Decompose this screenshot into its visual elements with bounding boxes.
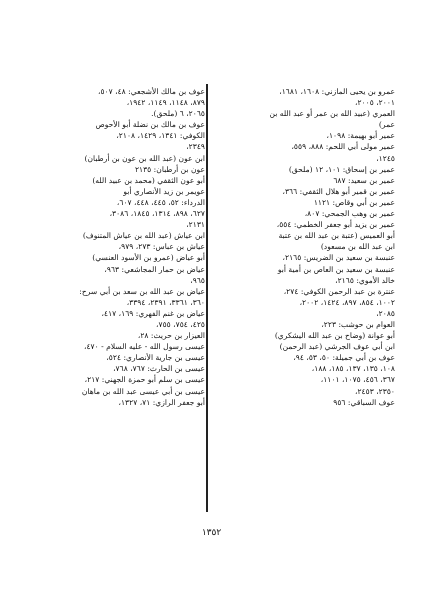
index-entry-line: عوف بن مالك الأشجعي: ٤٨، ٥٠٧،	[98, 87, 205, 96]
index-entry-line: عياض بن عبد الله بن سعد بن أبي سرح:	[79, 286, 205, 296]
index-entry-line: عنبسة بن سعيد بن العاص بن أمية أبو	[277, 264, 395, 274]
index-entry-line: عويمر بن زيد الأنصاري أبو	[123, 186, 205, 196]
index-entry-line: ٩٦٥،	[190, 275, 205, 285]
index-entry-line: عون بن أرطبان: ٢١٣٥	[134, 164, 205, 174]
index-entry-line: عيسى بن أبي عيسى عبد الله بن ماهان	[81, 386, 205, 396]
index-entry-line: ٢٣٤٩،	[186, 142, 205, 152]
page-number: ١٣٥٢	[201, 528, 222, 538]
index-entry-line: ١٠٨، ١٣٥، ١٣٧، ١٨٥، ١٨٨،	[311, 364, 395, 374]
index-entry-line: ٦٢٧، ٨٩٨، ١٣١٤، ١٨٤٥، ٣٠٨٦،	[109, 209, 205, 219]
index-entry-line: عمير أبو بهيمة: ١٠٩٨،	[326, 131, 395, 141]
index-entry-line: ٨٧٩، ١١٤٨، ١١٤٩، ١٩٤٢،	[126, 98, 205, 108]
index-entry-line: خالد الأموي: ٢١٦٥،	[335, 275, 395, 285]
index-entry-line: عنترة بن عبد الرحمن الكوفي: ٢٧٤،	[283, 286, 395, 296]
index-entry-line: عمير بن إسحاق: ١٠١، ١٢ (ملحق)	[288, 164, 395, 174]
index-entry-line: أبو عون الثقفي (محمد بن عبيد الله)	[92, 175, 205, 185]
index-entry-line: ٢٠٦٥، ٦ (ملحق).	[151, 109, 205, 119]
index-entry-line: عمير بن قمير أبو هلال الثقفي: ٣٦٦،	[282, 186, 395, 196]
index-entry-line: عمير بن وهب الجمحي: ٨٠٧،	[304, 209, 395, 219]
index-entry-line: ٢٠٠١، ٢٠٠٥،	[355, 98, 395, 108]
index-entry-line: عيسى بن جارية الأنصاري: ٥٢٤،	[106, 353, 205, 363]
index-column-right	[223, 86, 395, 408]
index-column-left	[33, 86, 205, 408]
index-entry-line: عمرو بن يحيى المازني: ١٦٠٨، ١٦٨١،	[279, 87, 395, 96]
index-entry-line: ٢١٣١،	[186, 220, 205, 230]
index-entry-line: ١٠٠٢، ٨٥٤، ٨٩٧، ١٤٢٤، ٢٠٠٢،	[299, 297, 395, 307]
index-entry-line: ٣٦٧، ٤٥٦، ١٠٧٥، ١١٠١،	[320, 375, 395, 385]
index-entry-line: عوف السباقي: ٩٥٦	[333, 397, 395, 407]
index-entry-line: الكوفي: ١٣٤١، ١٤٢٩، ٢١٠٨،	[116, 131, 205, 141]
column-divider	[206, 84, 208, 512]
index-entry-line: العوام بن حوشب: ٢٢٣،	[321, 319, 395, 329]
index-entry-line: ٢٣٥٠، ٢٤٥٣،	[355, 386, 395, 396]
index-entry-line: ٣٦٠، ٣٣٦١، ٢٣٩١، ٣٣٩٤،	[126, 297, 205, 307]
index-entry-line: أبو جعفر الرازي: ٧١، ١٣٢٧،	[118, 397, 205, 407]
index-entry-line: عيسى بن سلم أبو حمزة الجهني: ٢١٧،	[84, 375, 205, 385]
index-entry-line: ٢٠٨٥،	[376, 308, 395, 318]
index-entry-line: ابن عبد الله بن مسعود)	[320, 242, 395, 252]
index-entry-line: أبو العميس (عتبة بن عبد الله بن عتبة	[278, 231, 395, 241]
index-entry-line: ٤٢٥، ٧٥٤، ٧٥٥،	[156, 319, 205, 329]
index-entry-line: عمير بن يزيد أبو جعفر الخطمي: ٥٥٤،	[276, 220, 395, 230]
index-entry-line: ابن عياش (عبد الله بن عياش المتنوف)	[82, 231, 205, 241]
index-entry-line: عمير مولى أبي اللحم: ٨٨٨، ٥٥٩،	[291, 142, 395, 152]
index-entry-line: عمير بن سعيد: ٦٨٧	[333, 175, 395, 185]
index-entry-line: ١٢٤٥،	[376, 153, 395, 163]
index-entry-line: عياض بن حمار المجاشعي: ٩٦٣،	[104, 264, 205, 274]
index-entry-line: عمر)	[378, 120, 395, 130]
index-entry-line: العيزار بن حريث: ٢٨،	[137, 331, 205, 341]
index-entry-line: العمري (عبيد الله بن عمر أو عبد الله بن	[269, 109, 395, 119]
index-entry-line: عيسى بن الحارث: ٧٦٧، ٧٦٨،	[113, 364, 205, 374]
index-entry-line: ابن عون (عبد الله بن عون بن أرطبان)	[84, 153, 205, 163]
index-entry-line: عوف بن مالك بن نضلة أبو الأحوص	[95, 120, 205, 130]
index-entry-line: أبو عياض (عمرو بن الأسود العنسي)	[92, 253, 205, 263]
index-entry-line: الدرداء: ٥٢، ٤٤٥، ٤٤٨، ٦٠٧،	[116, 197, 205, 207]
index-entry-line: عياش بن عباس: ٢٧٣، ٩٧٩،	[118, 242, 205, 252]
index-entry-line: عنبسة بن سعيد بن الضريس: ٢١٦٥،	[282, 253, 395, 263]
index-entry-line: عياض بن غنم الفهري: ١٦٩، ٤١٧،	[101, 308, 205, 318]
index-entry-line: عمير بن أبي وقاص: ١١٢١	[313, 197, 395, 207]
index-entry-line: عوف بن أبي جميلة: ٥٠، ٥٣، ٩٤،	[293, 353, 395, 363]
index-entry-line: ابن أبي عوف الجرشي (عبد الرحمن)	[279, 342, 395, 352]
index-entry-line: عيسى رسول الله - عليه السلام - ٤٧٠،	[84, 342, 205, 352]
index-entry-line: أبو عوانة (وضاح بن عبد الله اليشكري)	[274, 331, 395, 341]
